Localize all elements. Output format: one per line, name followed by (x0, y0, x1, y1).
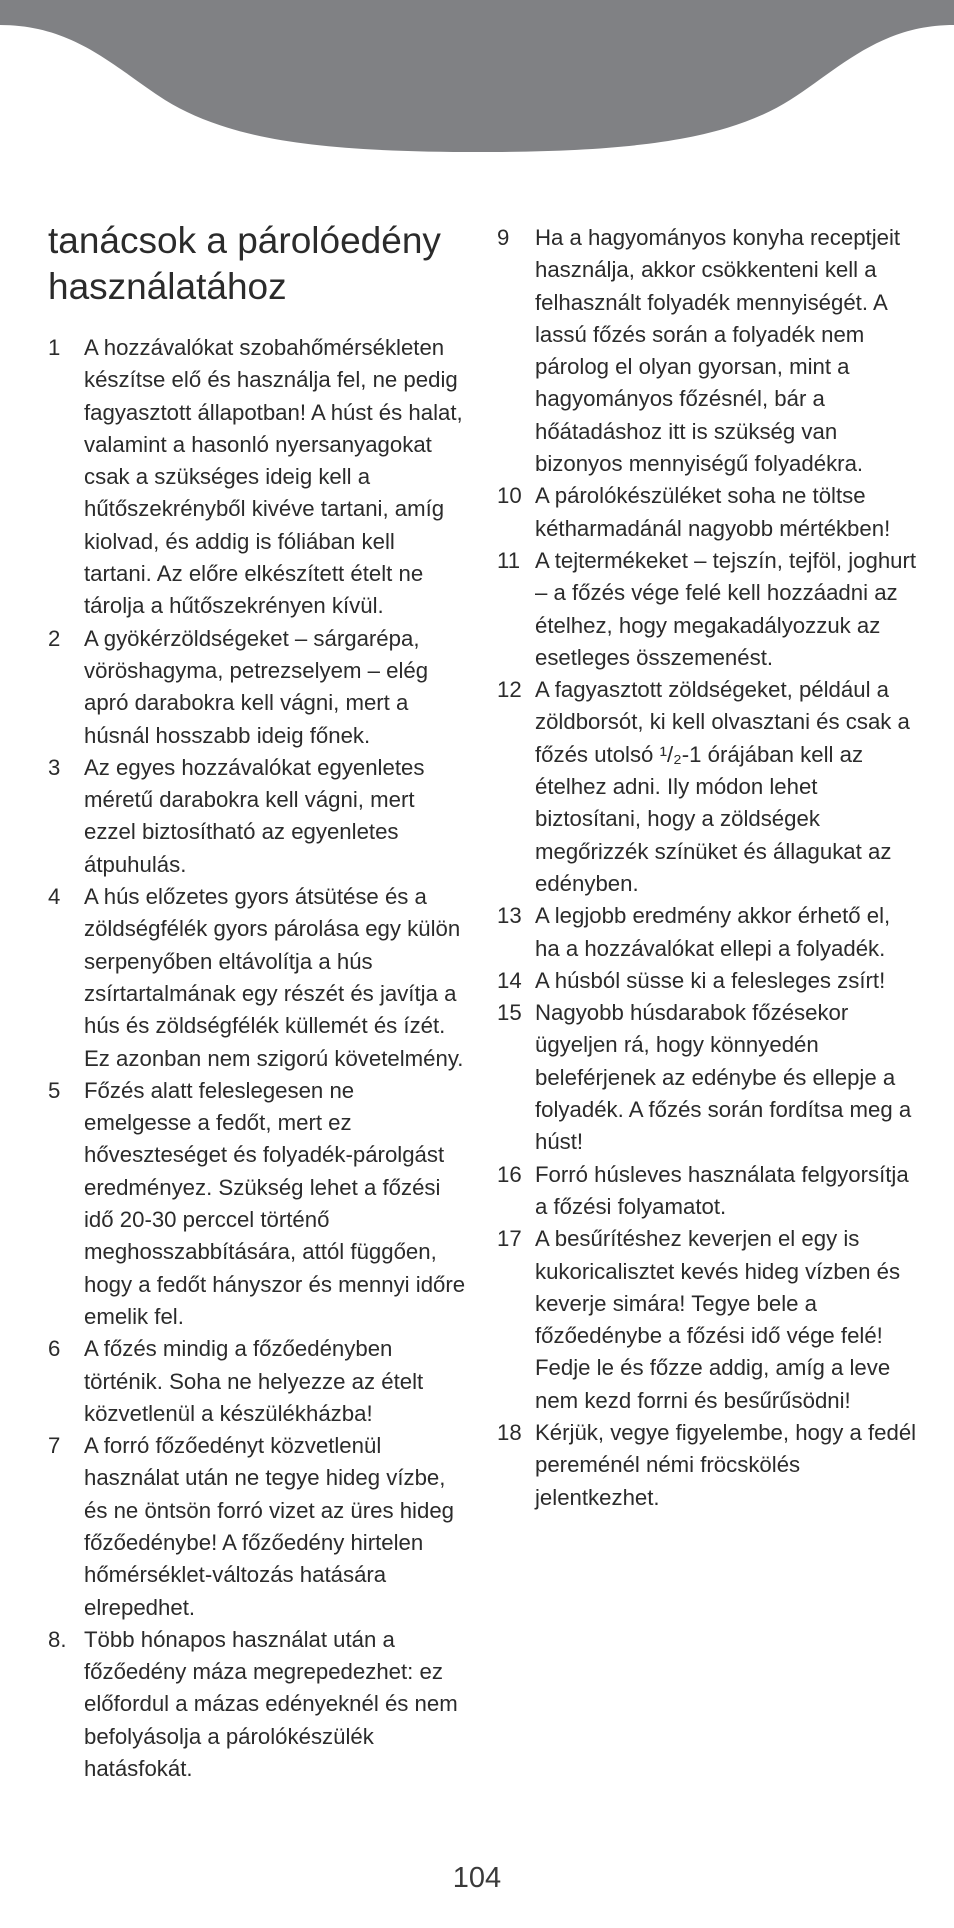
item-number: 8. (48, 1626, 67, 1652)
item-text: A tejtermékeket – tejszín, tejföl, joghurt – a főzés vége felé kell hozzáadni az ételhez, hogy megakadályozzuk az esetleges összemenést. (535, 547, 917, 670)
list-item (497, 1159, 917, 1224)
title-line-1: tanácsok a párolóedény (48, 220, 441, 261)
list-item (48, 1333, 466, 1430)
item-number: 13 (497, 903, 522, 929)
list-item (48, 332, 466, 623)
item-text: A hozzávalókat szobahőmérsékleten készítse elő és használja fel, ne pedig fagyasztott állapotban! A húst és halat, valamint a hasonló nyersanyagokat csak a szükséges ideig kell a hűtőszekrényből kivéve tartani, amíg kiolvad, és addig is fóliában kell tartani. Az előre elkészített ételt ne tárolja a hűtőszekrényen kívül. (84, 335, 463, 619)
item-text: A párolókészüléket soha ne töltse kétharmadánál nagyobb mértékben! (535, 483, 891, 541)
item-number: 5 (48, 1077, 61, 1103)
item-number: 2 (48, 625, 61, 651)
left-column (48, 218, 466, 1785)
list-item (497, 997, 917, 1158)
header-wave-band (0, 0, 954, 160)
item-text: Kérjük, vegye figyelembe, hogy a fedél pereménél némi fröcskölés jelentkezhet. (535, 1419, 917, 1510)
item-number: 17 (497, 1226, 522, 1252)
item-number: 3 (48, 754, 61, 780)
list-item (48, 623, 466, 752)
list-item (48, 1430, 466, 1624)
item-number: 9 (497, 225, 510, 250)
item-text: Több hónapos használat után a főzőedény máza megrepedezhet: ez előfordul a mázas edényeknél és nem befolyásolja a párolókészülék hatásfokát. (84, 1626, 458, 1782)
item-text: Főzés alatt feleslegesen ne emelgesse a fedőt, mert ez hőveszteséget és folyadék-párolgást eredményez. Szükség lehet a főzési idő 20-30 perccel történő meghosszabbítására, attól függően, hogy a fedőt hányszor és mennyi időre emelik fel. (84, 1077, 466, 1329)
item-number: 6 (48, 1336, 61, 1362)
item-number: 1 (48, 335, 61, 360)
item-text: A gyökérzöldségeket – sárgarépa, vöröshagyma, petrezselyem – elég apró darabokra kell vágni, mert a húsnál hosszabb ideig főnek. (84, 625, 429, 748)
item-text: A húsból süsse ki a felesleges zsírt! (535, 967, 886, 993)
item-text: A besűrítéshez keverjen el egy is kukoricalisztet kevés hideg vízben és keverje simára! Tegye bele a főzőedénybe a főzési idő vége felé! Fedje le és főzze addig, amíg a leve nem kezd forrni és besűrűsödni! (535, 1226, 901, 1413)
list-item (497, 545, 917, 674)
list-item (497, 674, 917, 900)
list-item (497, 222, 917, 480)
list-item (497, 480, 917, 545)
item-text: A legjobb eredmény akkor érhető el, ha a hozzávalókat ellepi a folyadék. (535, 903, 891, 961)
title-line-2: használatához (48, 266, 287, 307)
page-title (48, 218, 466, 310)
right-column (497, 222, 917, 1514)
list-item (48, 1075, 466, 1333)
list-item (48, 752, 466, 881)
list-item (48, 881, 466, 1075)
item-text: A forró főzőedényt közvetlenül használat után ne tegye hideg vízbe, és ne öntsön forró vizet az üres hideg főzőedénybe! A főzőedény hirtelen hőmérséklet-változás hatására elrepedhet. (84, 1433, 455, 1620)
item-number: 10 (497, 483, 522, 509)
page-number: 104 (452, 1862, 502, 1894)
list-item (497, 900, 917, 965)
item-text: A főzés mindig a főzőedényben történik. Soha ne helyezze az ételt közvetlenül a készülékházba! (84, 1336, 424, 1426)
item-text: Forró húsleves használata felgyorsítja a főzési folyamatot. (535, 1161, 909, 1219)
list-item (48, 1624, 466, 1785)
item-text: A hús előzetes gyors átsütése és a zöldségfélék gyors párolása egy külön serpenyőben eltávolítja a hús zsírtartalmának egy részét és javítja a hús és zöldségfélék küllemét és ízét. Ez azonban nem szigorú követelmény. (84, 884, 464, 1071)
item-number: 18 (497, 1419, 522, 1445)
item-number: 12 (497, 677, 522, 703)
item-number: 4 (48, 884, 61, 910)
item-number: 16 (497, 1161, 522, 1187)
item-number: 7 (48, 1433, 61, 1459)
item-number: 15 (497, 1000, 522, 1026)
item-text: Az egyes hozzávalókat egyenletes méretű darabokra kell vágni, mert ezzel biztosítható az egyenletes átpuhulás. (84, 754, 425, 877)
item-number: 14 (497, 967, 522, 993)
item-text: Nagyobb húsdarabok főzésekor ügyeljen rá, hogy könnyedén beleférjenek az edénybe és ellepje a folyadék. A főzés során fordítsa meg a húst! (535, 1000, 912, 1155)
list-item (497, 1417, 917, 1514)
list-item (497, 1223, 917, 1417)
list-item (497, 965, 917, 997)
item-number: 11 (497, 547, 521, 573)
item-text: A fagyasztott zöldségeket, például a zöldborsót, ki kell olvasztani és csak a főzés utolsó ¹/₂-1 órájában kell az ételhez adni. Ily módon lehet biztosítani, hogy a zöldségek megőrizzék színüket és állagukat az edényben. (535, 677, 910, 896)
item-text: Ha a hagyományos konyha receptjeit használja, akkor csökkenteni kell a felhasznált folyadék mennyiségét. A lassú főzés során a folyadék nem párolog el olyan gyorsan, mint a hagyományos főzésnél, bár a hőátadáshoz itt is szükség van bizonyos mennyiségű folyadékra. (535, 225, 901, 477)
